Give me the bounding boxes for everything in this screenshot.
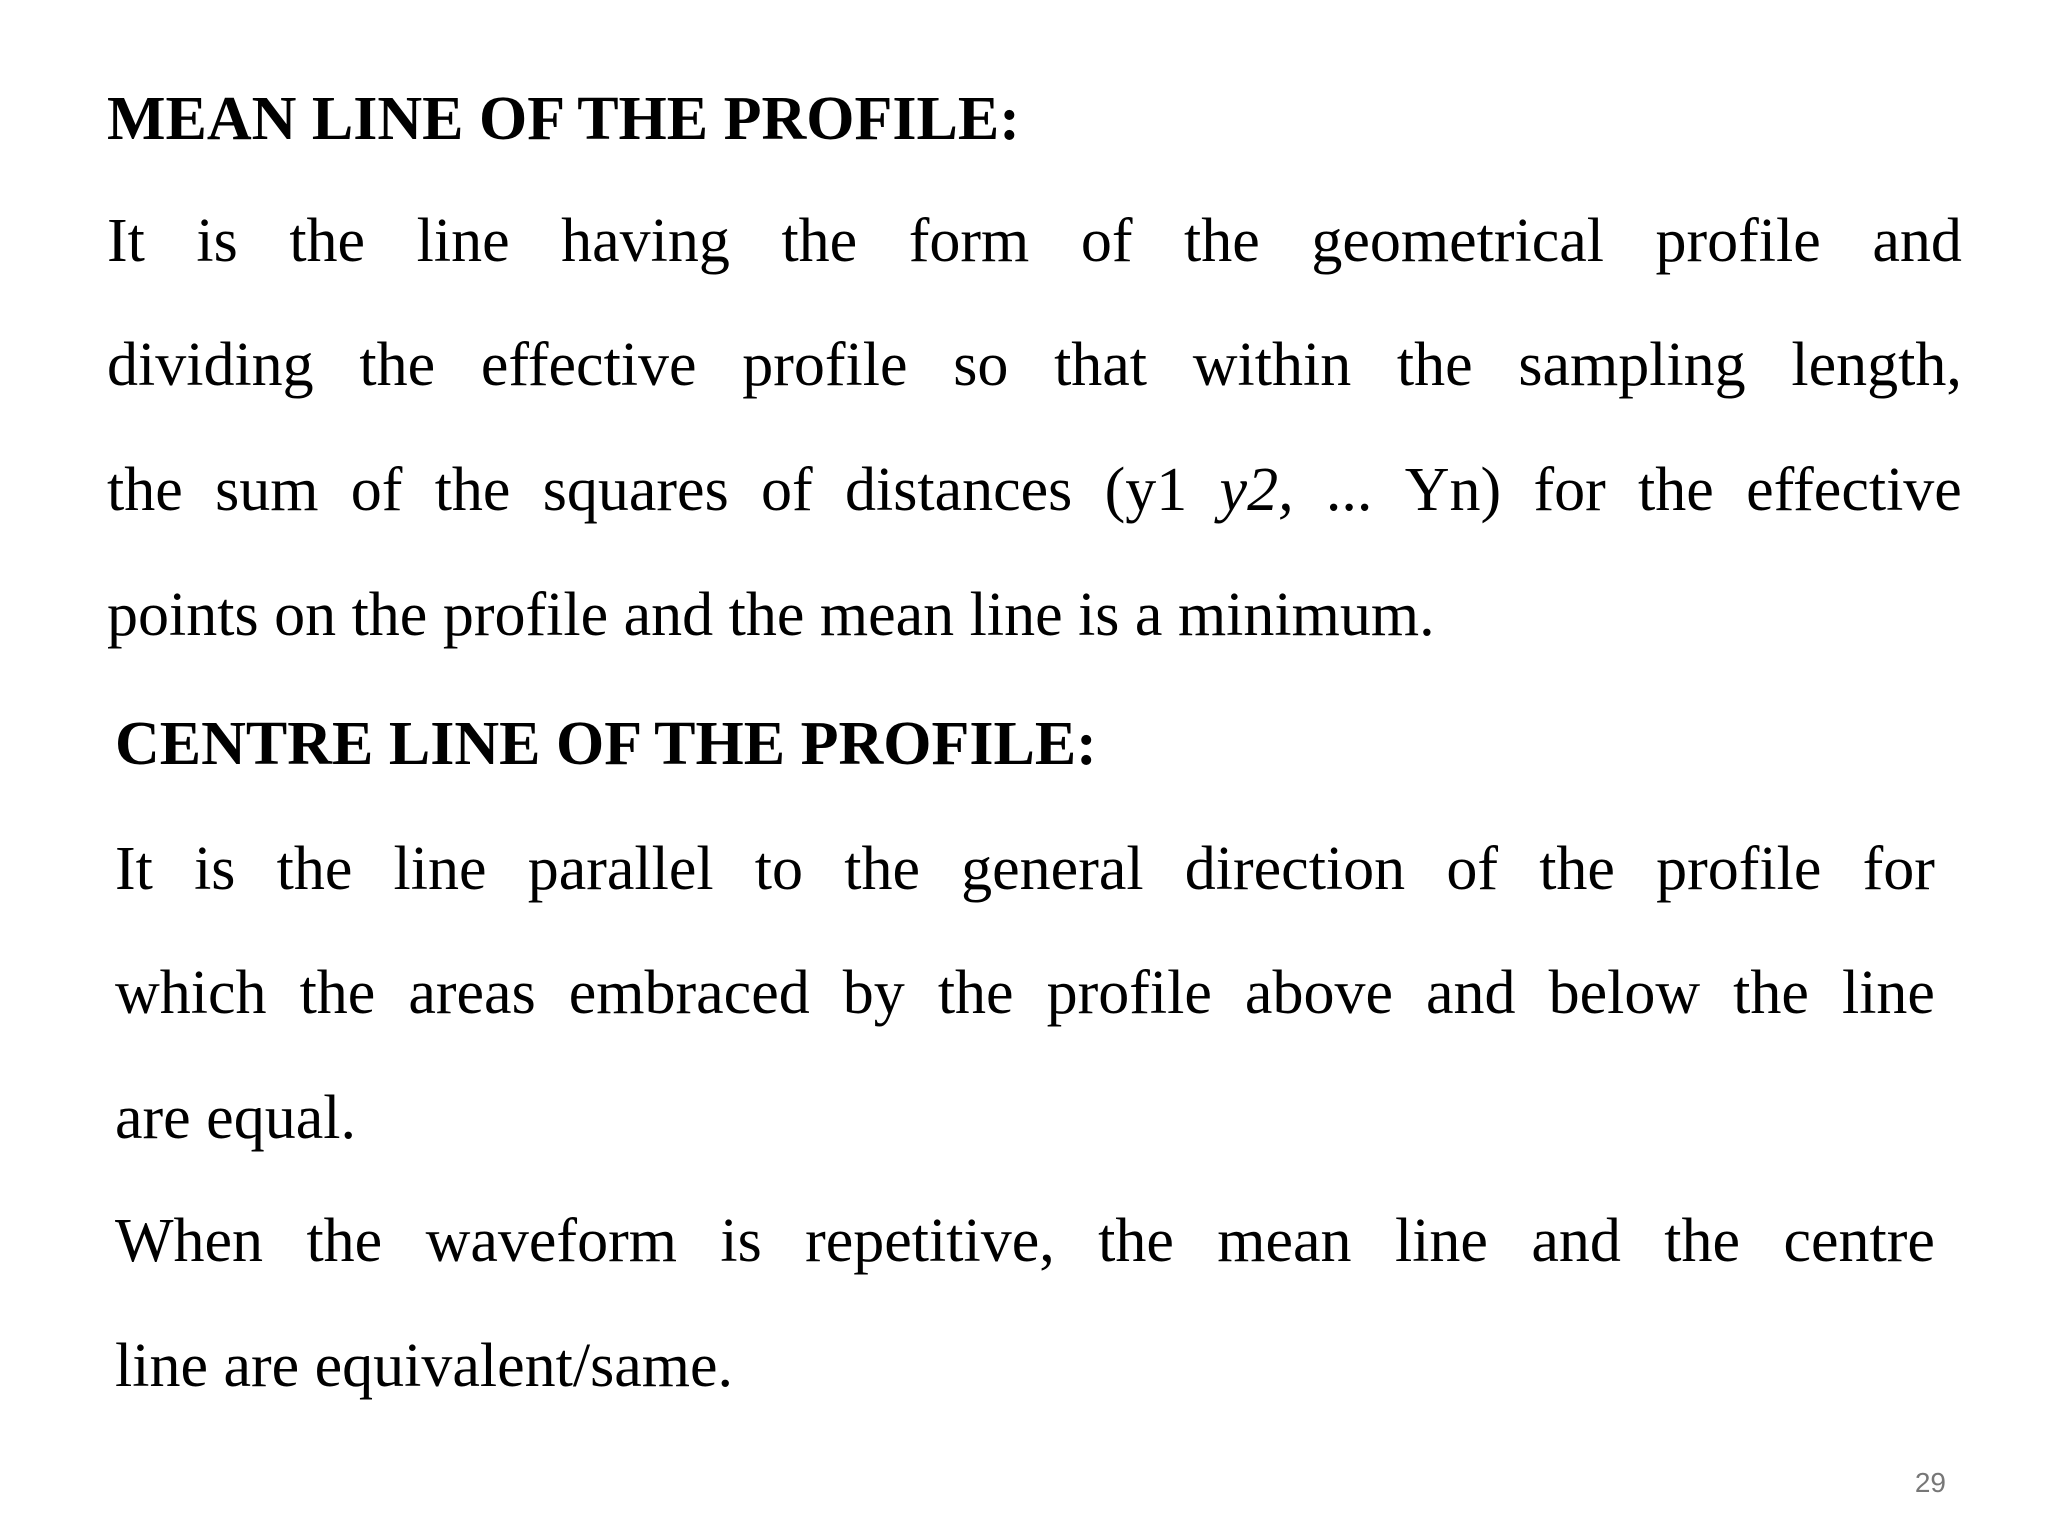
word: general xyxy=(961,835,1144,903)
word: above xyxy=(1244,959,1393,1027)
centre-line-text-line-1 xyxy=(115,835,1935,903)
word: the xyxy=(1664,1207,1741,1275)
word: the xyxy=(937,959,1014,1027)
word: Yn) xyxy=(1404,456,1502,524)
word: the xyxy=(276,835,353,903)
word: line xyxy=(1841,959,1935,1027)
word: geometrical xyxy=(1311,207,1604,275)
centre-line-text-line-2 xyxy=(115,959,1935,1027)
word: the xyxy=(1733,959,1809,1027)
word: dividing xyxy=(107,331,314,399)
word: length, xyxy=(1791,331,1962,399)
word: the xyxy=(1396,331,1473,399)
word: by xyxy=(842,959,905,1027)
word: and xyxy=(1872,207,1962,275)
word: form xyxy=(908,207,1030,275)
mean-line-text-line-4: points on the profile and the mean line is a minimum. xyxy=(107,581,1435,649)
word: line xyxy=(393,835,487,903)
word: the xyxy=(781,207,858,275)
word: the xyxy=(1539,835,1615,903)
word: the xyxy=(107,456,183,524)
centre-line-text-line-3: are equal. xyxy=(115,1084,356,1152)
word: the xyxy=(306,1207,383,1275)
word: the xyxy=(359,331,436,399)
word: is xyxy=(720,1207,762,1275)
word: the xyxy=(289,207,366,275)
word: is xyxy=(194,835,236,903)
word: which xyxy=(115,959,267,1027)
page-number: 29 xyxy=(1914,1467,1946,1498)
word: embraced xyxy=(568,959,810,1027)
mean-line-heading: MEAN LINE OF THE PROFILE: xyxy=(107,85,1020,153)
word: the xyxy=(1098,1207,1174,1275)
word: and xyxy=(1426,959,1516,1027)
word: effective xyxy=(1746,456,1962,524)
mean-line-text-line-2 xyxy=(107,331,1962,399)
word: sum xyxy=(215,456,319,524)
word: for xyxy=(1533,456,1606,524)
word: ... xyxy=(1325,456,1373,524)
word: distances xyxy=(845,456,1073,524)
word: repetitive, xyxy=(805,1207,1055,1275)
word: having xyxy=(561,207,730,275)
word: (y1 xyxy=(1104,456,1188,524)
word: and xyxy=(1531,1207,1621,1275)
word: When xyxy=(115,1207,264,1275)
word: mean xyxy=(1217,1207,1352,1275)
word: of xyxy=(761,456,813,524)
word: effective xyxy=(480,331,697,399)
word: It xyxy=(115,835,153,903)
word: so xyxy=(953,331,1009,399)
word: within xyxy=(1192,331,1352,399)
word: waveform xyxy=(425,1207,677,1275)
centre-line-heading: CENTRE LINE OF THE PROFILE: xyxy=(115,710,1097,778)
word: that xyxy=(1054,331,1148,399)
word: for xyxy=(1862,835,1935,903)
word: the xyxy=(1184,207,1260,275)
mean-line-text-line-3 xyxy=(107,456,1962,524)
word: of xyxy=(1446,835,1498,903)
word: the xyxy=(299,959,376,1027)
word: the xyxy=(434,456,511,524)
word: parallel xyxy=(527,835,714,903)
word: the xyxy=(844,835,920,903)
word: to xyxy=(754,835,804,903)
word: squares xyxy=(542,456,729,524)
word: is xyxy=(196,207,238,275)
word: line xyxy=(416,207,510,275)
centre-line-text-line-4 xyxy=(115,1207,1935,1275)
word: the xyxy=(1638,456,1714,524)
word: direction xyxy=(1184,835,1406,903)
mean-line-text-line-1 xyxy=(107,207,1962,275)
word: centre xyxy=(1783,1207,1935,1275)
centre-line-text-line-5: line are equivalent/same. xyxy=(115,1332,734,1400)
word: of xyxy=(350,456,403,524)
word: profile xyxy=(1656,835,1822,903)
word: It xyxy=(107,207,145,275)
word: profile xyxy=(1046,959,1212,1027)
word: profile xyxy=(1655,207,1821,275)
word: y2, xyxy=(1219,456,1294,524)
word: below xyxy=(1548,959,1701,1027)
word: profile xyxy=(742,331,908,399)
word: areas xyxy=(408,959,536,1027)
word: sampling xyxy=(1518,331,1746,399)
word: of xyxy=(1080,207,1133,275)
word: line xyxy=(1394,1207,1488,1275)
